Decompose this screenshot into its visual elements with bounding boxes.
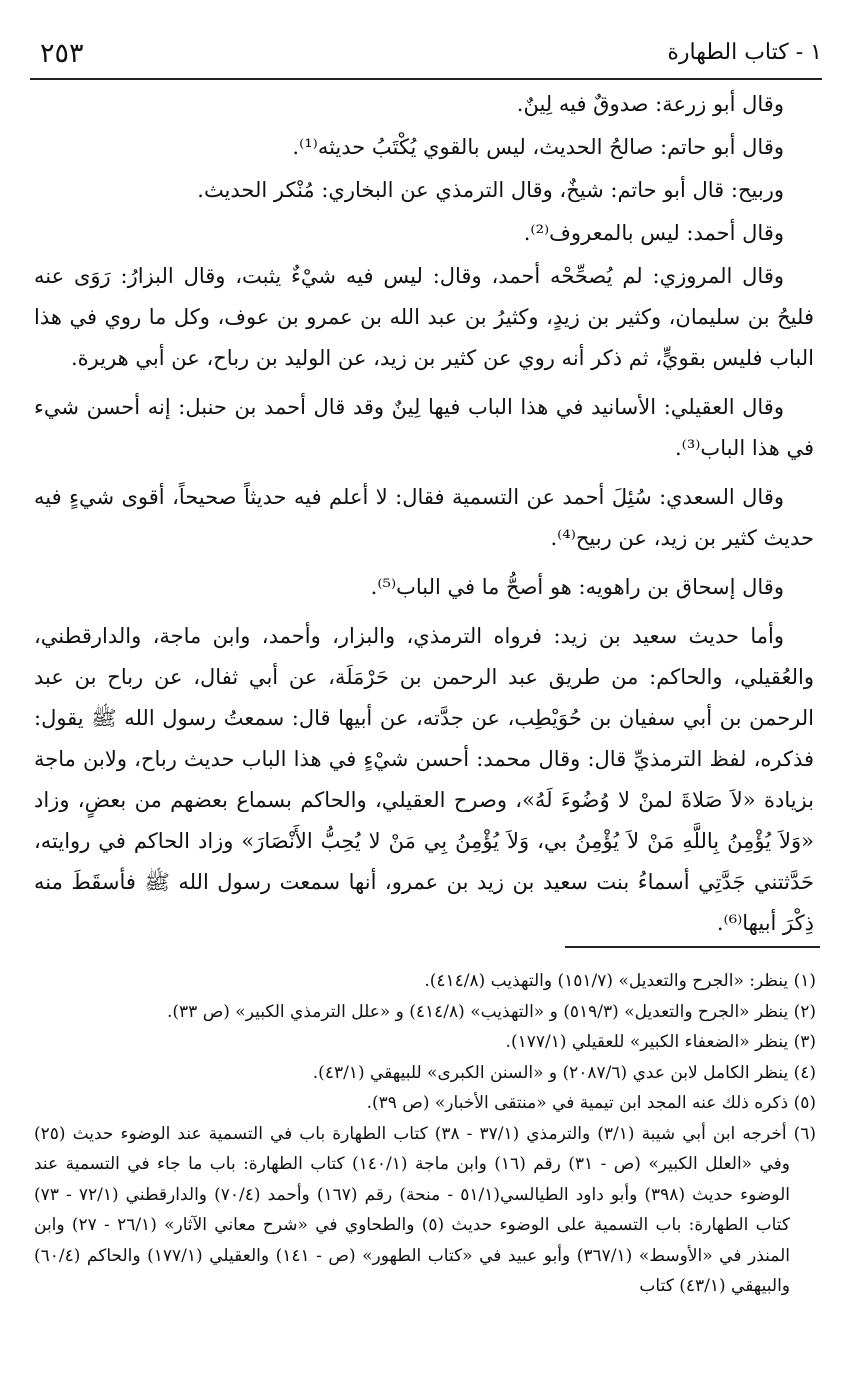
paragraph: وقال أبو حاتم: صالحُ الحديث، ليس بالقوي يُكْتَبُ حديثه⁽¹⁾. — [292, 135, 784, 159]
main-text — [34, 84, 814, 952]
footnote: (١) ينظر: «الجرح والتعديل» (١٥١/٧) والتهذيب (٤١٤/٨). — [424, 971, 816, 991]
paragraph: وقال المروزي: لم يُصحِّحْه أحمد، وقال: ليس فيه شيْءٌ يثبت، وقال البزارُ: رَوَى عنه فليحُ بن سليمان، وكثير بن زيدٍ، وكثيرُ بن عبد الله بن عمرو بن عوف، وكل ما روي في هذا الباب فليس بقويٍّ، ثم ذكر أنه روي عن كثير بن زيد، عن الوليد بن رباح، عن أبي هريرة. — [34, 264, 814, 370]
paragraph: وقال إسحاق بن راهويه: هو أصحُّ ما في الباب⁽⁵⁾. — [370, 575, 784, 599]
paragraph: وأما حديث سعيد بن زيد: فرواه الترمذي، والبزار، وأحمد، وابن ماجة، والدارقطني، والعُقيلي، والحاكم: من طريق عبد الرحمن بن حَرْمَلَة، عن أبي ثفال، عن رباح بن عبد الرحمن بن أبي سفيان بن حُوَيْطِب، عن جدَّته، عن أبيها قال: سمعتُ رسول الله ﷺ يقول: فذكره، لفظ الترمذيِّ قال: وقال محمد: أحسن شيْءٍ في هذا الباب حديث رباح، ولابن ماجة بزيادة «لاَ صَلاةَ لمنْ لا وُضُوءَ لَهُ»، وصرح العقيلي، والحاكم بسماع بعضهم من بعضٍ، وزاد «وَلاَ يُؤْمِنُ بِاللَّهِ مَنْ لاَ يُؤْمِنُ بي، وَلاَ يُؤْمِنُ بِي مَنْ لا يُحِبُّ الأَنْصَارَ» وزاد الحاكم في روايته، حَدَّثتني جَدَّتِي أسماءُ بنت سعيد بن زيد بن عمرو، أنها سمعت رسول الله ﷺ فأسقَطَ منه ذِكْرَ أبيها⁽⁶⁾. — [34, 624, 814, 935]
page-number: ٢٥٣ — [40, 38, 84, 69]
footnote: (٦) أخرجه ابن أبي شيبة (٣/١) والترمذي (٣٧/١ - ٣٨) كتاب الطهارة باب في التسمية عند الوضوء حديث (٢٥) وفي «العلل الكبير» (ص - ٣١) رقم (١٦) وابن ماجة (١٤٠/١) كتاب الطهارة: باب ما جاء في التسمية عند الوضوء حديث (٣٩٨) وأبو داود الطيالسي(٥١/١ - منحة) رقم (١٦٧) وأحمد (٧٠/٤) والدارقطني (٧٢/١ - ٧٣) كتاب الطهارة: باب التسمية على الوضوء حديث (٥) والطحاوي في «شرح معاني الآثار» (٢٦/١ - ٢٧) وابن المنذر في «الأوسط» (٣٦٧/١) وأبو عبيد في «كتاب الطهور» (ص - ١٤١) والعقيلي (١٧٧/١) والحاكم (٦٠/٤) والبيهقي (٤٣/١) كتاب — [34, 1123, 817, 1296]
paragraph: وقال السعدي: سُئِلَ أحمد عن التسمية فقال: لا أعلم فيه حديثاً صحيحاً، أقوى شيءٍ فيه حديث كثير بن زيد، عن ربيح⁽⁴⁾. — [34, 485, 814, 550]
footnote: (٤) ينظر الكامل لابن عدي (٢٠٨٧/٦) و «السنن الكبرى» للبيهقي (٤٣/١). — [312, 1062, 816, 1083]
page-header — [30, 30, 822, 80]
footnote: (٢) ينظر «الجرح والتعديل» (٥١٩/٣) و «التهذيب» (٤١٤/٨) و «علل الترمذي الكبير» (ص ٣٣). — [167, 1001, 816, 1022]
footnote-divider — [565, 946, 820, 948]
paragraph: وقال أبو زرعة: صدوقٌ فيه لِينٌ. — [516, 92, 784, 116]
running-title: ١ - كتاب الطهارة — [667, 40, 822, 65]
paragraph: وربيح: قال أبو حاتم: شيخٌ، وقال الترمذي عن البخاري: مُنْكر الحديث. — [197, 178, 784, 202]
paragraph: وقال العقيلي: الأسانيد في هذا الباب فيها لِينٌ وقد قال أحمد بن حنبل: إنه أحسن شيء في هذا الباب⁽³⁾. — [34, 395, 814, 460]
footnote: (٣) ينظر «الضعفاء الكبير» للعقيلي (١٧٧/١). — [505, 1032, 816, 1052]
footnote: (٥) ذكره ذلك عنه المجد ابن تيمية في «منتقى الأخبار» (ص ٣٩). — [366, 1093, 816, 1113]
paragraph: وقال أحمد: ليس بالمعروف⁽²⁾. — [523, 221, 784, 245]
footnotes — [34, 966, 816, 1302]
